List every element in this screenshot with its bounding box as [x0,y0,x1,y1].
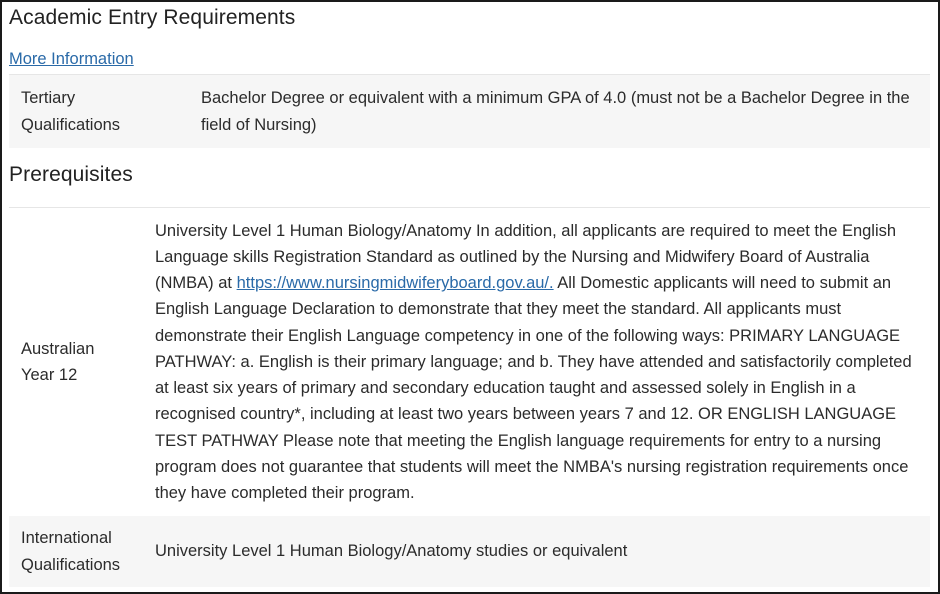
table-row-australian-year-12 [9,208,930,516]
academic-entry-heading: Academic Entry Requirements [9,6,296,29]
academic-requirements-table [9,74,930,148]
row-label [9,336,155,388]
row-label-line: Year 12 [21,366,78,384]
row-value: University Level 1 Human Biology/Anatomy studies or equivalent [155,542,628,561]
nmba-website-link[interactable]: https://www.nursingmidwiferyboard.gov.au/. [236,274,554,293]
row-label [9,525,155,577]
row-label-line: Qualifications [21,555,121,574]
row-value [155,218,930,506]
row-value-text: University Level 1 Human Biology/Anatomy In addition, all applicants are required to meet the English Language skills Registration Standard as outlined by the Nursing and Midwifery Board of Australia (NMBA) at [155,221,897,293]
prerequisites-table [9,207,930,587]
row-label-line: International [21,529,112,548]
row-label-line: Australian [21,339,95,358]
row-label-line: Qualifications [21,115,121,134]
table-row-international-qualifications [9,516,930,587]
row-label-line: Tertiary [21,89,76,108]
table-row-tertiary-qualifications [9,75,930,148]
row-label [9,85,201,137]
more-information-link[interactable]: More Information [9,50,134,68]
row-value-text: All Domestic applicants will need to submit an English Language Declaration to demonstrate that they meet the standard. All applicants must demonstrate their English Language competency in one of the following ways: PRIMARY LANGUAGE PATHWAY: a. English is their primary language; and b. They have attended and satisfactorily completed at least six years of primary and secondary education taught and assessed solely in English in a recognised country*, including at least two years between years 7 and 12. OR ENGLISH LANGUAGE TEST PATHWAY Please note that meeting the English language requirements for entry to a nursing program does not guarantee that students will meet the NMBA's nursing registration requirements once they have completed their program. [155,274,912,502]
prerequisites-heading: Prerequisites [9,163,133,186]
row-value: Bachelor Degree or equivalent with a minimum GPA of 4.0 (must not be a Bachelor Degree in the field of Nursing) [201,89,910,134]
